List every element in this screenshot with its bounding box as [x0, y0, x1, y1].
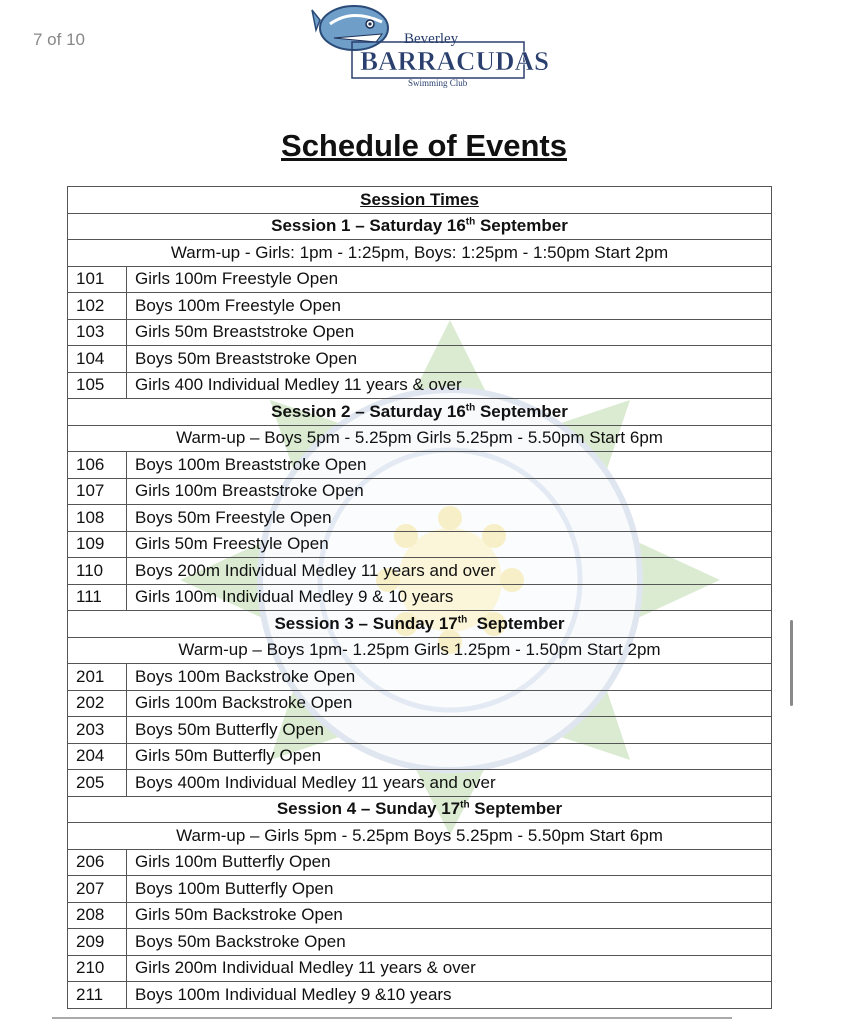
event-name: Boys 50m Freestyle Open: [127, 505, 772, 532]
event-number: 206: [68, 849, 127, 876]
session-title-text: Session 4 – Sunday 17: [276, 799, 461, 819]
svg-text:Beverley: Beverley: [404, 31, 459, 47]
event-name: Girls 50m Breaststroke Open: [127, 319, 772, 346]
session-header-row: [68, 399, 772, 426]
event-number: 211: [68, 982, 127, 1009]
session-title-ordinal: th: [465, 402, 476, 414]
session-header-row: [68, 611, 772, 638]
event-row: [68, 770, 772, 797]
bottom-divider: [52, 1017, 732, 1019]
svg-text:BARRACUDAS: BARRACUDAS: [360, 46, 550, 76]
event-name: Girls 100m Backstroke Open: [127, 690, 772, 717]
event-row: [68, 319, 772, 346]
event-number: 110: [68, 558, 127, 585]
event-number: 111: [68, 584, 127, 611]
session-title-text: Session 3 – Sunday 17: [274, 613, 458, 633]
session-title-text: Session 2 – Saturday 16: [271, 401, 466, 421]
event-name: Boys 100m Backstroke Open: [127, 664, 772, 691]
session-title: [68, 611, 772, 638]
session-title: [68, 213, 772, 240]
session-title-ordinal: th: [465, 216, 476, 228]
warmup-row: [68, 240, 772, 267]
event-row: [68, 849, 772, 876]
event-row: [68, 372, 772, 399]
event-name: Girls 100m Breaststroke Open: [127, 478, 772, 505]
event-number: 209: [68, 929, 127, 956]
event-row: [68, 876, 772, 903]
session-title: [68, 399, 772, 426]
event-number: 106: [68, 452, 127, 479]
event-row: [68, 982, 772, 1009]
event-row: [68, 902, 772, 929]
barracuda-logo-icon: [312, 2, 550, 90]
event-row: [68, 955, 772, 982]
session-title-ordinal: th: [460, 799, 470, 811]
page-title: Schedule of Events: [281, 128, 567, 163]
event-number: 105: [68, 372, 127, 399]
warmup-text: Warm-up – Boys 5pm - 5.25pm Girls 5.25pm - 5.50pm Start 6pm: [68, 425, 772, 452]
event-row: [68, 531, 772, 558]
warmup-row: [68, 425, 772, 452]
event-number: 101: [68, 266, 127, 293]
event-number: 104: [68, 346, 127, 373]
svg-text:Swimming Club: Swimming Club: [408, 78, 468, 88]
session-header-row: [68, 213, 772, 240]
event-number: 204: [68, 743, 127, 770]
warmup-row: [68, 823, 772, 850]
event-name: Boys 50m Backstroke Open: [127, 929, 772, 956]
event-name: Boys 100m Breaststroke Open: [127, 452, 772, 479]
event-number: 201: [68, 664, 127, 691]
event-name: Boys 50m Butterfly Open: [127, 717, 772, 744]
event-name: Boys 100m Butterfly Open: [127, 876, 772, 903]
event-name: Boys 400m Individual Medley 11 years and over: [127, 770, 772, 797]
session-title-month: September: [467, 613, 565, 633]
session-title: [68, 796, 772, 823]
event-row: [68, 690, 772, 717]
event-name: Girls 100m Butterfly Open: [127, 849, 772, 876]
warmup-text: Warm-up - Girls: 1pm - 1:25pm, Boys: 1:25pm - 1:50pm Start 2pm: [68, 240, 772, 267]
schedule-table: [67, 186, 772, 1009]
event-name: Boys 100m Freestyle Open: [127, 293, 772, 320]
event-row: [68, 743, 772, 770]
event-row: [68, 346, 772, 373]
event-row: [68, 266, 772, 293]
event-row: [68, 664, 772, 691]
event-number: 202: [68, 690, 127, 717]
event-row: [68, 478, 772, 505]
event-name: Girls 100m Freestyle Open: [127, 266, 772, 293]
session-title-month: September: [475, 401, 568, 421]
event-row: [68, 452, 772, 479]
event-name: Boys 50m Breaststroke Open: [127, 346, 772, 373]
event-name: Girls 200m Individual Medley 11 years & over: [127, 955, 772, 982]
event-name: Boys 200m Individual Medley 11 years and over: [127, 558, 772, 585]
event-name: Boys 100m Individual Medley 9 &10 years: [127, 982, 772, 1009]
event-number: 208: [68, 902, 127, 929]
session-title-month: September: [469, 799, 563, 819]
session-title-text: Session 1 – Saturday 16: [271, 216, 466, 236]
event-number: 210: [68, 955, 127, 982]
event-name: Girls 400 Individual Medley 11 years & over: [127, 372, 772, 399]
event-row: [68, 929, 772, 956]
event-number: 205: [68, 770, 127, 797]
event-number: 107: [68, 478, 127, 505]
session-times-row: [68, 187, 772, 214]
event-number: 102: [68, 293, 127, 320]
session-title-ordinal: th: [457, 614, 468, 626]
session-title-month: September: [475, 216, 568, 236]
warmup-row: [68, 637, 772, 664]
event-number: 103: [68, 319, 127, 346]
event-row: [68, 293, 772, 320]
event-number: 108: [68, 505, 127, 532]
session-times-heading: Session Times: [68, 187, 772, 214]
event-number: 109: [68, 531, 127, 558]
event-number: 207: [68, 876, 127, 903]
page-counter: 7 of 10: [33, 30, 85, 49]
session-header-row: [68, 796, 772, 823]
event-row: [68, 558, 772, 585]
warmup-text: Warm-up – Girls 5pm - 5.25pm Boys 5.25pm - 5.50pm Start 6pm: [68, 823, 772, 850]
scrollbar[interactable]: [790, 620, 793, 706]
event-row: [68, 505, 772, 532]
event-name: Girls 50m Freestyle Open: [127, 531, 772, 558]
event-row: [68, 584, 772, 611]
club-logo: [312, 2, 550, 90]
warmup-text: Warm-up – Boys 1pm- 1.25pm Girls 1.25pm - 1.50pm Start 2pm: [68, 637, 772, 664]
event-name: Girls 50m Butterfly Open: [127, 743, 772, 770]
event-number: 203: [68, 717, 127, 744]
event-name: Girls 50m Backstroke Open: [127, 902, 772, 929]
event-name: Girls 100m Individual Medley 9 & 10 years: [127, 584, 772, 611]
event-row: [68, 717, 772, 744]
